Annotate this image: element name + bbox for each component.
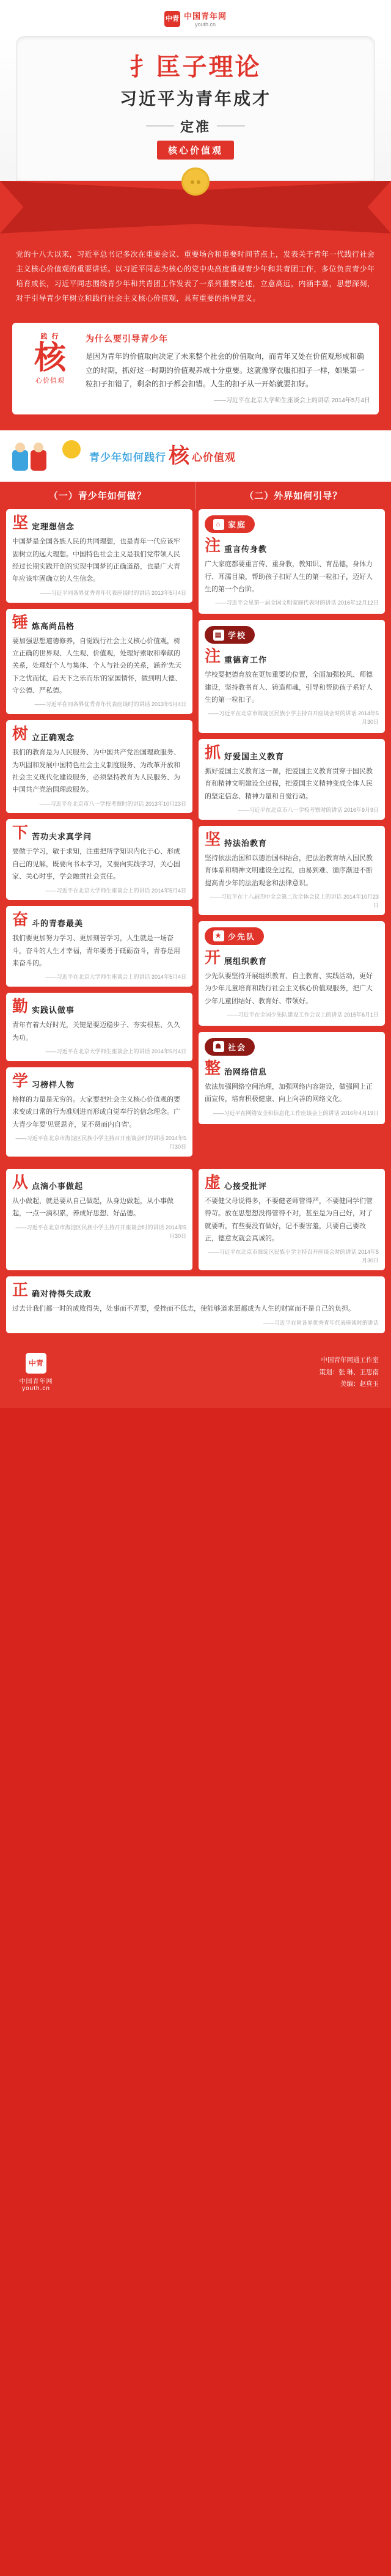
card-title: 心接受批评 (224, 1181, 268, 1191)
kid-head-icon (15, 443, 25, 452)
card-body: 从小做起，就是要从自己做起，从身边做起，从小事做起，一点一滴积累，养成好思想、好品德。 (12, 1197, 174, 1218)
kids-banner-left: 青少年如何践行 (89, 451, 166, 463)
right-card-header-label: 家庭 (228, 520, 247, 530)
card-right-family (199, 509, 385, 614)
card-title: 治网络信息 (224, 1067, 268, 1076)
card-keyword: 下 (12, 824, 29, 843)
card-body: 青年有着大好时光，关键是要迈稳步子、夯实根基、久久为功。 (12, 1021, 180, 1042)
section-header-2 (196, 482, 391, 509)
card-final (6, 1276, 385, 1333)
home-icon: ⌂ (213, 519, 224, 530)
card-source: ——习近平同各界优秀青年代表座谈时的讲话 2013年5月4日 (40, 589, 186, 596)
card-bottom-2 (199, 1169, 385, 1270)
card-title: 定理想信念 (32, 522, 75, 532)
section-header-1 (0, 482, 196, 509)
footer-credit-2: 美编：赵真玉 (340, 1380, 379, 1388)
ribbon-left (0, 181, 196, 234)
left-column (6, 509, 192, 1163)
quote-question: 为什么要引导青少年 (86, 333, 168, 344)
card-keyword: 抓 (205, 744, 221, 763)
right-card-header-label: 学校 (228, 631, 247, 641)
right-card-header-pioneer (205, 927, 264, 945)
card-head (12, 999, 186, 1015)
card-title: 点滴小事做起 (32, 1181, 84, 1191)
logo-domain: youth.cn (194, 21, 216, 28)
ribbon-right (196, 181, 391, 234)
card-head (205, 1061, 379, 1077)
right-card-header-society (205, 1038, 255, 1056)
quote-source: ——习近平在北京大学师生座谈会上的讲话 2014年5月4日 (213, 397, 370, 405)
card-keyword: 锤 (12, 613, 29, 632)
card-source: ——习近平在全国少先队建设工作会议上的讲话 2015年6月1日 (227, 1011, 379, 1018)
card-bottom-1 (6, 1169, 192, 1270)
two-column-body (0, 509, 391, 1169)
card-title: 立正确观念 (32, 733, 75, 743)
card-keyword: 树 (12, 725, 29, 744)
card-right-pioneer (199, 921, 385, 1026)
section-1-label: 青少年如何做？ (78, 491, 147, 502)
card-right-school (199, 620, 385, 733)
card-source: ——习近平在同各界优秀青年代表座谈时的讲话 2013年5月4日 (34, 701, 186, 708)
card-right-patriotism (199, 739, 385, 820)
footer (0, 1342, 391, 1408)
hero-title-line2: 定准 (180, 119, 211, 134)
footer-credits (67, 1355, 379, 1391)
card-source: ——习近平在北京大学师生座谈会上的讲话 2014年5月4日 (45, 974, 186, 981)
card-head (205, 745, 379, 762)
quote-brand-side: 心价值观 (35, 377, 65, 385)
card-head (12, 912, 186, 929)
card-head (12, 515, 186, 532)
kid-red-icon (31, 450, 46, 471)
kids-banner-title (89, 444, 381, 469)
card-head (205, 950, 379, 966)
footer-logo[interactable] (12, 1353, 60, 1392)
quote-body: 是因为青年的价值取向决定了未来整个社会的价值取向，而青年又处在价值观形成和确立的时期，抓好这一时期的价值观养成十分重要。这就像穿衣服扣扣子一样，如果第一粒扣子扣错了，剩余的扣子都会扣错。人生的扣子从一开始就要扣好。 (86, 351, 365, 389)
card-source: ——习近平在北京市海淀区民族小学主持召开座谈会时的讲话 2014年5月30日 (208, 1249, 379, 1264)
card-source: ——习近平在北京大学师生座谈会上的讲话 2014年5月4日 (45, 1048, 186, 1055)
card-source: ——习近平在北京市海淀区民族小学主持召开座谈会时的讲话 2014年5月30日 (208, 710, 379, 726)
card-body: 广大家庭都要重言传、重身教，教知识、育品德，身体力行、耳濡目染，帮助孩子扣好人生的第一粒扣子，迈好人生的第一个台阶。 (205, 561, 373, 593)
quote-section (0, 319, 391, 430)
card-body: 我们的教育是为人民服务、为中国共产党治国理政服务、为巩固和发展中国特色社会主义制度服务、为改革开放和社会主义现代化建设服务，必须坚持教育为人民服务、为中国共产党治国理政服务。 (12, 749, 180, 794)
card-head (205, 538, 379, 554)
card-keyword: 从 (12, 1173, 29, 1192)
right-card-header-school (205, 626, 255, 644)
card-title: 实践认做事 (32, 1006, 75, 1015)
card-title: 展组织教育 (224, 956, 268, 966)
hero (0, 34, 391, 234)
card-source: ——习近平在北京市八一学校考察时的讲话 2013年10月23日 (39, 800, 186, 807)
card-keyword: 注 (205, 647, 221, 666)
footer-credit-0: 中国青年网通工作室 (321, 1356, 379, 1364)
pioneer-icon: ★ (213, 930, 224, 941)
logo-mark-icon: 中青 (164, 11, 180, 27)
card-head (12, 1073, 186, 1090)
card-body: 榜样的力量是无穷的。大家要把社会主义核心价值观的要求变成日常的行为准则进而形成自觉奉行的信念理念。广大青少年要'见贤思齐，见不贤而内自省'。 (12, 1096, 180, 1128)
card-source: ——习近平在网络安全和信息化工作座谈会上的讲话 2016年4月19日 (213, 1110, 379, 1116)
card-keyword: 勤 (12, 998, 29, 1017)
kids-illustration-icon (10, 439, 83, 473)
footer-credit-1: 策划：张 琳、王思南 (319, 1368, 379, 1376)
section-1-num: （一） (48, 491, 78, 502)
card-left-3 (6, 720, 192, 813)
card-right-law (199, 826, 385, 915)
card-left-1 (6, 509, 192, 602)
card-body: 要做于学习，敏于求知，注重把所学知识内化于心、形成自己的见解，既要向书本学习，又要向实践学习，关心国家、关心时事，学会融贯社会责任。 (12, 848, 180, 881)
quote-brand-small: 践 行 (40, 333, 60, 340)
card-body: 抓好爱国主义教育这一课，把爱国主义教育贯穿于国民教育和精神文明建设全过程，把爱国主义精神变成全体人民的坚定信念、精神力量和自觉行动。 (205, 768, 373, 800)
card-head (12, 1175, 186, 1191)
card-body: 学校要把德育放在更加重要的位置，全面加强校风、师德建设，坚持教书育人、铸造师魂，引导和帮助孩子系好人生的第一粒扣子。 (205, 671, 373, 704)
footer-logo-mark-icon: 中青 (26, 1353, 46, 1374)
hero-rule-left (146, 125, 174, 127)
hero-rule-right (217, 125, 245, 127)
section-2-label: 外界如何引导？ (274, 491, 343, 502)
card-title: 好爱国主义教育 (224, 752, 285, 762)
bottom-two-cards (0, 1169, 391, 1276)
card-keyword: 学 (12, 1072, 29, 1091)
card-title: 斗的青春最美 (32, 919, 84, 929)
society-icon: ☗ (213, 1041, 224, 1052)
quote-brand (18, 331, 82, 385)
card-body: 过去计我们都一时的成败得失，处事而不弄要，受挫而不低志，使能够道求愿都成为人生的财富而不是自己的负担。 (12, 1305, 355, 1313)
intro-section (0, 234, 391, 319)
intro-paragraph: 党的十八大以来，习近平总书记多次在重要会议、重要场合和重要时间节点上，发表关于青年一代践行社会主义核心价值观的重要讲话。以习近平同志为核心的党中央高度重视青少年和共青团工作，多位负责青少年培育成长，习近平同志围绕青少年和共青团工作发表了一系列重要论述，立意高远，内涵丰富，思想深刻，对于引导青少年树立和践行社会主义核心价值观，具有重要的指导意义。 (16, 249, 375, 303)
card-head (205, 1175, 379, 1191)
kids-banner (0, 430, 391, 482)
section-2-num: （二） (244, 491, 274, 502)
right-column (199, 509, 385, 1130)
card-title: 重德育工作 (224, 655, 268, 665)
card-keyword: 奋 (12, 911, 29, 930)
sun-icon (62, 440, 81, 458)
card-title: 持法治教育 (224, 839, 268, 848)
section-headers (0, 482, 391, 509)
card-body: 少先队要坚持开展组织教育、自主教育、实践活动，更好为少年儿童培育和践行社会主义核心价值观服务，把广大少年儿童团结好、教育好、带领好。 (205, 972, 373, 1005)
card-head (12, 825, 186, 842)
right-card-header-label: 少先队 (228, 932, 256, 941)
card-keyword: 整 (205, 1059, 221, 1078)
card-title: 确对待得失成败 (32, 1289, 92, 1299)
card-body: 我们要更加努力学习、更加刻苦学习，人生就是一场奋斗，奋斗的人生才幸福，青年要勇于砥砺奋斗，青春是用来奋斗的。 (12, 935, 180, 968)
card-keyword: 坚 (12, 514, 29, 533)
card-source: ——习近平在北京市海淀区民族小学主持召开座谈会时的讲话 2014年5月30日 (15, 1224, 186, 1239)
card-head (12, 726, 186, 743)
school-icon: ▤ (213, 630, 224, 641)
ribbon (0, 181, 391, 234)
hero-title-line1: 习近平为青年成才 (119, 89, 271, 108)
card-source: ——习近平在同各界优秀青年代表座谈时的讲话 (263, 1319, 379, 1326)
card-source: ——习近平在北京市海淀区民族小学主持召开座谈会时的讲话 2014年5月30日 (15, 1135, 186, 1150)
card-title: 习榜样人物 (32, 1080, 75, 1090)
card-keyword: 虚 (205, 1173, 221, 1192)
card-keyword: 坚 (205, 831, 221, 850)
footer-logo-domain: youth.cn (22, 1385, 50, 1393)
card-body: 要加强思想道德修养，自觉践行社会主义核心价值观，树立正确的世界观、人生观、价值观，处理好索取和奉献的关系，处理好个人与集体、个人与社会的关系，涵养'先天下之忧而忧，后天下之乐而乐'的家国情怀，做到明大德、守公德、严私德。 (12, 637, 182, 694)
quote-brand-big: 核 (34, 339, 66, 377)
card-head (205, 832, 379, 848)
hero-rule (23, 117, 368, 136)
card-source: ——习近平在十八届四中全会第二次全体会议上的讲话 2014年10月23日 (210, 894, 379, 908)
card-keyword: 注 (205, 537, 221, 556)
card-title: 苦功夫求真学问 (32, 832, 92, 842)
card-left-6 (6, 993, 192, 1061)
card-left-4 (6, 819, 192, 900)
card-title: 重言传身教 (224, 545, 268, 554)
site-logo[interactable] (0, 6, 391, 34)
hero-handwritten-title: 扌匡子理论 (130, 53, 261, 81)
card-head (12, 615, 186, 631)
kids-banner-core: 核 (169, 444, 189, 469)
footer-logo-name: 中国青年网 (19, 1378, 53, 1386)
card-left-7 (6, 1067, 192, 1157)
quote-box (12, 323, 379, 414)
card-source: ——习近平在北京市八一学校考察时的讲话 2016年9月9日 (238, 807, 379, 814)
right-card-header-family (205, 515, 255, 533)
hero-badge: 核心价值观 (157, 141, 234, 160)
ribbon-knot-icon (181, 167, 210, 196)
card-head (12, 1282, 379, 1299)
card-keyword: 正 (12, 1281, 29, 1300)
logo-name: 中国青年网 (183, 12, 227, 21)
right-card-header-label: 社会 (228, 1042, 247, 1052)
card-keyword: 开 (205, 948, 221, 967)
card-body: 不要健父母说得多，不要健老师管得严，不要健同学们管得苛。放在思想想没得管得不对，甚至是为自己好，对了就要听，有些要没有做好，记不要害羞，只要自己要改正，德意友就会真诚的。 (205, 1197, 373, 1242)
card-head (205, 649, 379, 665)
kid-head-icon (34, 443, 43, 452)
card-right-society (199, 1032, 385, 1124)
card-body: 坚持依法治国和以德治国相结合，把法治教育纳入国民教育体系和精神文明建设全过程，由易到难、循序渐进不断提高青少年的法治观念和法律意识。 (205, 855, 373, 887)
card-body: 中国梦是全国各族人民的共同理想，也是青年一代应该牢固树立的远大理想。中国特色社会主义是我们党带领人民经过长期实践开创的实现中国梦的正确道路，也是广大青年应该牢固确立的人生信念。 (12, 538, 180, 583)
card-source: ——习近平在北京大学师生座谈会上的讲话 2014年5月4日 (45, 887, 186, 894)
card-title: 炼高尚品格 (32, 621, 75, 631)
card-source: ——习近平会见第一届全国文明家庭代表时的讲话 2016年12月12日 (215, 600, 379, 606)
card-left-2 (6, 609, 192, 715)
hero-plate (16, 36, 375, 181)
header (0, 0, 391, 234)
kid-blue-icon (12, 450, 28, 471)
kids-banner-right: 心价值观 (192, 451, 236, 463)
card-body: 依法加强网络空间治理，加强网络内容建设，做强网上正面宣传，培育积极健康、向上向善的网络文化。 (205, 1083, 373, 1103)
card-left-5 (6, 906, 192, 987)
